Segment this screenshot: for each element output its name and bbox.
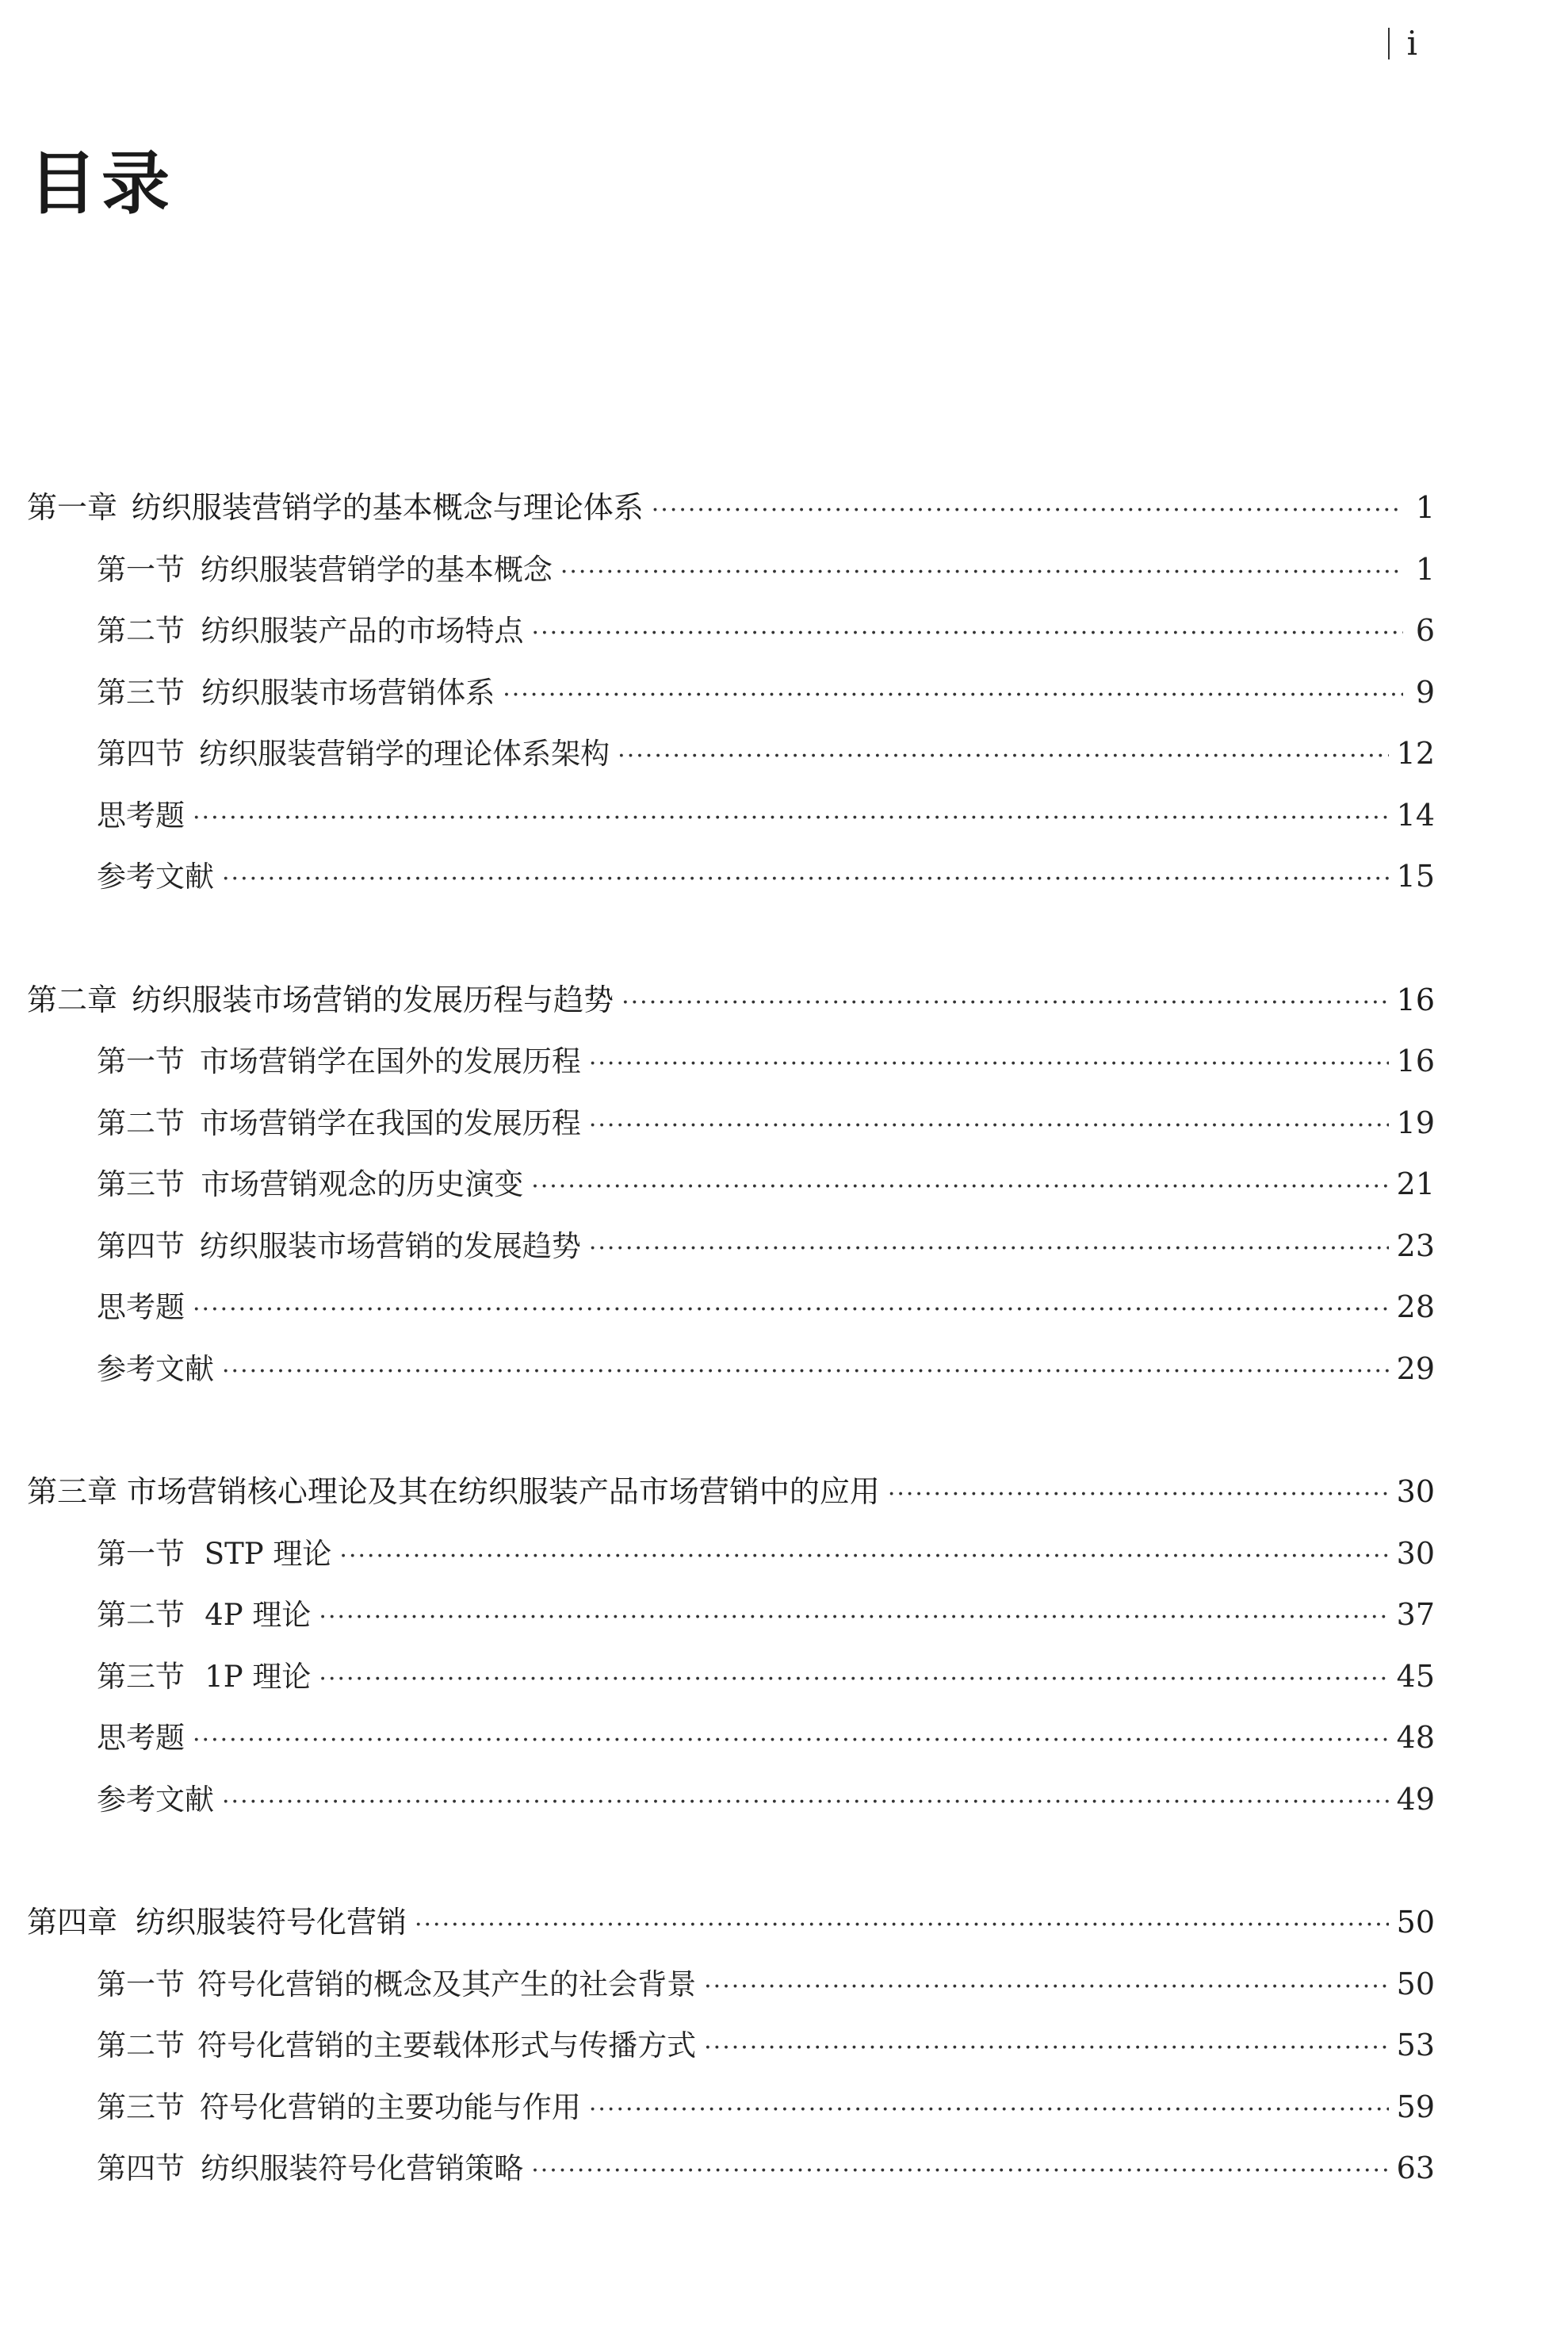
toc-chapter-entry[interactable]	[27, 978, 1435, 1022]
toc-section-entry[interactable]	[97, 547, 1435, 592]
toc-entry-title: 纺织服装符号化营销	[135, 1905, 407, 1940]
toc-section-entry[interactable]	[97, 2146, 1435, 2190]
toc-page-number: 23	[1396, 1228, 1435, 1263]
dot-leader	[618, 734, 1388, 779]
dot-leader	[415, 1903, 1389, 1948]
toc-section-entry[interactable]	[97, 1654, 1435, 1699]
page-title: 目录	[29, 144, 174, 224]
toc-page-number: 49	[1396, 1782, 1435, 1817]
toc-entry-title: 纺织服装符号化营销策略	[201, 2151, 524, 2185]
toc-chapter-entry[interactable]	[27, 1900, 1435, 1944]
dot-leader	[222, 1780, 1389, 1825]
toc-entry-label: 第一节	[97, 553, 185, 587]
toc-entry-title: 纺织服装市场营销体系	[201, 676, 495, 710]
dot-leader	[193, 1288, 1389, 1332]
toc-entry-label: 第四节	[97, 737, 185, 771]
toc-entry-title: 1P 理论	[205, 1660, 312, 1694]
dot-leader	[339, 1534, 1388, 1579]
toc-entry-label: 第一节	[97, 1537, 185, 1571]
toc-entry-title: 市场营销学在国外的发展历程	[199, 1044, 581, 1078]
toc-page-number: 19	[1396, 1105, 1435, 1140]
toc-section-entry[interactable]	[97, 1777, 1435, 1821]
toc-page-number: 12	[1396, 736, 1435, 771]
toc-entry-title: 参考文献	[97, 860, 214, 894]
toc-entry-title: 纺织服装营销学的基本概念与理论体系	[131, 490, 644, 525]
toc-page-number: 1	[1415, 490, 1435, 525]
dot-leader	[222, 857, 1389, 902]
dot-leader	[589, 1042, 1389, 1086]
dot-leader	[193, 796, 1389, 841]
toc-entry-title: 参考文献	[97, 1352, 214, 1386]
toc-section-entry[interactable]	[97, 793, 1435, 837]
toc-entry-title: 纺织服装市场营销的发展趋势	[199, 1229, 581, 1263]
toc-section-entry[interactable]	[97, 1101, 1435, 1145]
toc-page-number: 45	[1396, 1659, 1435, 1694]
toc-entry-title: 纺织服装营销学的基本概念	[200, 553, 553, 587]
toc-entry-title: 纺织服装营销学的理论体系架构	[199, 737, 610, 771]
toc-section-entry[interactable]	[97, 1715, 1435, 1760]
toc-page-number: 30	[1396, 1474, 1435, 1509]
toc-section-entry[interactable]	[97, 1224, 1435, 1268]
dot-leader	[704, 2026, 1389, 2070]
toc-section-entry[interactable]	[97, 608, 1435, 653]
dot-leader	[589, 1104, 1389, 1148]
dot-leader	[193, 1718, 1389, 1763]
toc-section-entry[interactable]	[97, 1962, 1435, 2006]
toc-entry-title: 思考题	[97, 1290, 185, 1324]
toc-entry-label: 第一节	[97, 1967, 185, 2001]
dot-leader	[503, 673, 1403, 718]
toc-page-number: 16	[1396, 982, 1435, 1017]
toc-page-number: 50	[1396, 1967, 1435, 2001]
dot-leader	[621, 981, 1389, 1025]
toc-page-number: 21	[1396, 1166, 1435, 1201]
toc-entry-title: 市场营销学在我国的发展历程	[199, 1106, 581, 1140]
dot-leader	[589, 2088, 1389, 2132]
toc-entry-title: 4P 理论	[205, 1598, 312, 1632]
toc-page-number: 6	[1415, 613, 1435, 648]
toc-page-number: 59	[1396, 2089, 1435, 2124]
toc-entry-label: 第二节	[97, 1598, 185, 1632]
toc-entry-label: 第二节	[97, 614, 185, 648]
dot-leader	[560, 550, 1403, 595]
toc-section-entry[interactable]	[97, 1346, 1435, 1391]
toc-section-entry[interactable]	[97, 731, 1435, 776]
dot-leader	[532, 611, 1403, 656]
dot-leader	[531, 2149, 1388, 2193]
toc-page-number: 48	[1396, 1720, 1435, 1755]
toc-page-number: 37	[1396, 1597, 1435, 1632]
toc-page-number: 16	[1396, 1044, 1435, 1078]
toc-section-entry[interactable]	[97, 2085, 1435, 2129]
toc-page-number: 29	[1396, 1351, 1435, 1386]
toc-entry-title: 市场营销观念的历史演变	[201, 1167, 524, 1201]
dot-leader	[589, 1227, 1389, 1271]
dot-leader	[319, 1657, 1388, 1702]
toc-entry-label: 第四节	[97, 1229, 185, 1263]
toc-entry-label: 第三节	[97, 1167, 185, 1201]
toc-section-entry[interactable]	[97, 2023, 1435, 2067]
toc-page-number: 28	[1396, 1289, 1435, 1324]
toc-entry-label: 第三节	[97, 676, 185, 710]
toc-page-number: 50	[1396, 1905, 1435, 1940]
toc-entry-title: 纺织服装市场营销的发展历程与趋势	[132, 982, 614, 1017]
toc-page-number: 30	[1396, 1536, 1435, 1571]
dot-leader	[531, 1165, 1388, 1209]
toc-entry-label: 第二章	[27, 982, 118, 1017]
dot-leader	[888, 1473, 1389, 1517]
header-divider	[1388, 28, 1390, 59]
toc-page-number: 63	[1396, 2151, 1435, 2185]
toc-chapter-entry[interactable]	[27, 1469, 1435, 1514]
toc-section-entry[interactable]	[97, 1531, 1435, 1576]
page-number: i	[1406, 24, 1417, 63]
toc-section-entry[interactable]	[97, 670, 1435, 714]
toc-entry-title: 纺织服装产品的市场特点	[201, 614, 524, 648]
toc-entry-title: STP 理论	[204, 1537, 332, 1571]
page-header	[1388, 24, 1417, 63]
toc-entry-title: 符号化营销的概念及其产生的社会背景	[197, 1967, 697, 2001]
toc-entry-label: 第四章	[27, 1905, 118, 1940]
toc-entry-label: 第一节	[97, 1044, 185, 1078]
toc-entry-label: 第三节	[97, 1660, 185, 1694]
toc-page-number: 15	[1396, 859, 1435, 894]
toc-page-number: 1	[1415, 552, 1435, 587]
dot-leader	[704, 1965, 1389, 2009]
toc-section-entry[interactable]	[97, 854, 1435, 898]
toc-entry-title: 思考题	[97, 1721, 185, 1755]
toc-entry-title: 符号化营销的主要功能与作用	[199, 2090, 581, 2124]
toc-entry-label: 第一章	[27, 490, 118, 525]
toc-entry-title: 思考题	[97, 799, 185, 833]
toc-page-number: 14	[1396, 798, 1435, 833]
toc-section-entry[interactable]	[97, 1285, 1435, 1329]
toc-section-entry[interactable]	[97, 1592, 1435, 1637]
toc-entry-title: 市场营销核心理论及其在纺织服装产品市场营销中的应用	[126, 1474, 880, 1509]
toc-entry-label: 第三章	[27, 1474, 118, 1509]
toc-page-number: 9	[1415, 675, 1435, 710]
toc-entry-title: 参考文献	[97, 1783, 214, 1817]
toc-section-entry[interactable]	[97, 1039, 1435, 1083]
toc-chapter-entry[interactable]	[27, 485, 1435, 530]
toc-entry-label: 第四节	[97, 2151, 185, 2185]
toc-section-entry[interactable]	[97, 1162, 1435, 1206]
dot-leader	[319, 1595, 1388, 1640]
dot-leader	[222, 1350, 1389, 1394]
toc-page-number: 53	[1396, 2028, 1435, 2062]
toc-entry-label: 第二节	[97, 1106, 185, 1140]
dot-leader	[652, 488, 1403, 533]
toc-entry-title: 符号化营销的主要载体形式与传播方式	[197, 2028, 697, 2062]
toc-entry-label: 第三节	[97, 2090, 185, 2124]
toc-entry-label: 第二节	[97, 2028, 185, 2062]
